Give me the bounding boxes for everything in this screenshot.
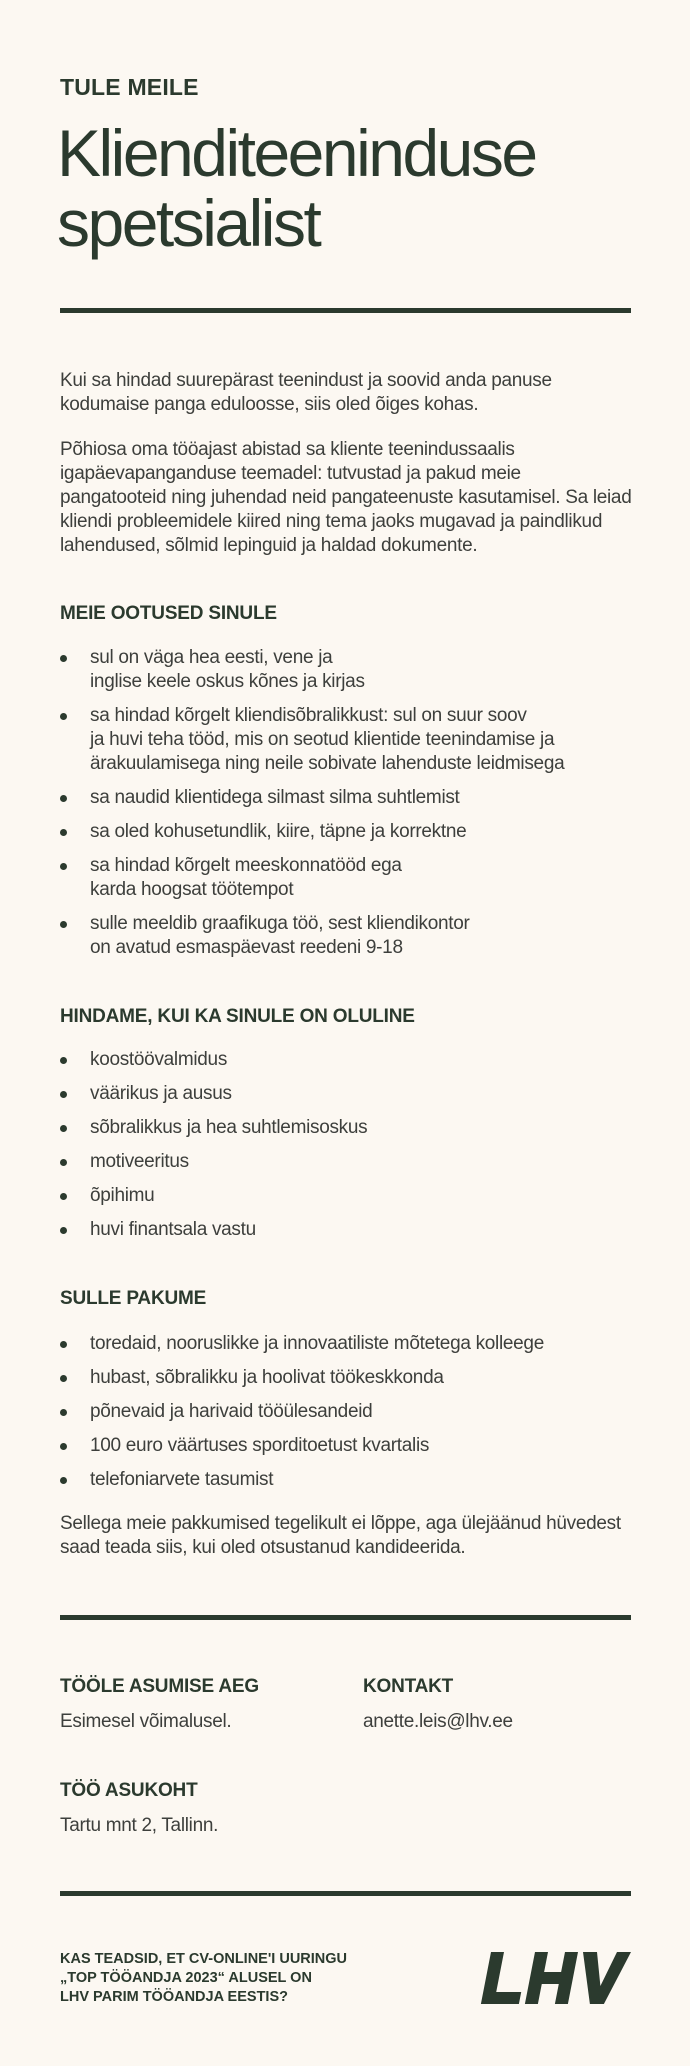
expectation-item xyxy=(60,786,632,810)
title-line-1: Klienditeeninduse xyxy=(57,116,536,190)
value-item xyxy=(60,1218,632,1242)
bullet-icon xyxy=(60,1477,67,1484)
value-item-text: sõbralikkus ja hea suhtlemisoskus xyxy=(90,1117,368,1138)
value-item-text: väärikus ja ausus xyxy=(90,1083,232,1104)
bullet-icon xyxy=(60,1375,67,1382)
offer-list xyxy=(60,1332,632,1492)
offer-closing-paragraph: Sellega meie pakkumised tegelikult ei lõppe, aga ülejäänud hüvedest saad teada siis, kui oled otsustanud kandideerida. xyxy=(60,1513,621,1558)
bullet-icon xyxy=(60,795,67,802)
location-label: TÖÖ ASUKOHT xyxy=(60,1780,198,1801)
expectation-item xyxy=(60,704,632,776)
expectations-heading: MEIE OOTUSED SINULE xyxy=(60,603,277,624)
offer-item xyxy=(60,1332,632,1356)
expectation-item-text: sa hindad kõrgelt kliendisõbralikkust: sul on suur soov ja huvi teha tööd, mis on seotud klientide teenindamise ja ärakuulamisega ning neile sobivate lahenduste leidmisega xyxy=(90,705,565,774)
bullet-icon xyxy=(60,1409,67,1416)
expectation-item-text: sa naudid klientidega silmast silma suhtlemist xyxy=(90,787,460,808)
contact-label: KONTAKT xyxy=(363,1676,454,1697)
offer-item xyxy=(60,1468,632,1492)
expectation-item-text: sul on väga hea eesti, vene ja inglise keele oskus kõnes ja kirjas xyxy=(90,647,365,692)
value-item-text: motiveeritus xyxy=(90,1151,189,1172)
bullet-icon xyxy=(60,1193,67,1200)
divider-top xyxy=(60,308,631,313)
bullet-icon xyxy=(60,829,67,836)
expectation-item-text: sulle meeldib graafikuga töö, sest kliendikontor on avatud esmaspäevast reedeni 9-18 xyxy=(90,913,470,958)
bullet-icon xyxy=(60,921,67,928)
intro-paragraph-1: Kui sa hindad suurepärast teenindust ja soovid anda panuse kodumaise panga eduloosse, siis oled õiges kohas. xyxy=(60,370,552,415)
eyebrow-label: TULE MEILE xyxy=(60,74,199,100)
bullet-icon xyxy=(60,1443,67,1450)
contact-email-link[interactable]: anette.leis@lhv.ee xyxy=(363,1711,513,1732)
value-item-text: huvi finantsala vastu xyxy=(90,1219,256,1240)
expectation-item xyxy=(60,854,632,902)
title-line-2: spetsialist xyxy=(57,186,320,260)
offer-item xyxy=(60,1366,632,1390)
offer-item xyxy=(60,1400,632,1424)
offer-item-text: hubast, sõbralikku ja hoolivat töökeskkonda xyxy=(90,1367,444,1388)
value-item-text: õpihimu xyxy=(90,1185,155,1206)
values-heading: HINDAME, KUI KA SINULE ON OLULINE xyxy=(60,1006,415,1027)
divider-middle xyxy=(60,1615,631,1620)
start-date-value: Esimesel võimalusel. xyxy=(60,1711,232,1732)
bullet-icon xyxy=(60,1341,67,1348)
offer-item-text: toredaid, nooruslikke ja innovaatiliste mõtetega kolleege xyxy=(90,1333,544,1354)
lhv-logo xyxy=(475,1952,631,2004)
values-list xyxy=(60,1048,632,1242)
value-item xyxy=(60,1184,632,1208)
value-item xyxy=(60,1150,632,1174)
bullet-icon xyxy=(60,1091,67,1098)
bullet-icon xyxy=(60,1057,67,1064)
offer-item-text: 100 euro väärtuses sporditoetust kvartalis xyxy=(90,1435,430,1456)
expectations-list xyxy=(60,646,632,960)
page-title xyxy=(57,118,657,258)
bullet-icon xyxy=(60,863,67,870)
expectation-item xyxy=(60,820,632,844)
value-item xyxy=(60,1082,632,1106)
expectation-item-text: sa oled kohusetundlik, kiire, täpne ja korrektne xyxy=(90,821,467,842)
offer-item xyxy=(60,1434,632,1458)
expectation-item-text: sa hindad kõrgelt meeskonnatööd ega karda hoogsat töötempot xyxy=(90,855,402,900)
value-item xyxy=(60,1048,632,1072)
bullet-icon xyxy=(60,655,67,662)
expectation-item xyxy=(60,646,632,694)
location-value: Tartu mnt 2, Tallinn. xyxy=(60,1815,219,1836)
bullet-icon xyxy=(60,1227,67,1234)
bullet-icon xyxy=(60,713,67,720)
value-item xyxy=(60,1116,632,1140)
offer-item-text: põnevaid ja harivaid tööülesandeid xyxy=(90,1401,373,1422)
value-item-text: koostöövalmidus xyxy=(90,1049,228,1070)
bullet-icon xyxy=(60,1159,67,1166)
footer-note: KAS TEADSID, ET CV-ONLINE'I UURINGU „TOP TÖÖANDJA 2023“ ALUSEL ON LHV PARIM TÖÖANDJA EESTIS? xyxy=(60,1951,348,2005)
divider-bottom xyxy=(60,1891,631,1896)
offer-item-text: telefoniarvete tasumist xyxy=(90,1469,274,1490)
start-date-label: TÖÖLE ASUMISE AEG xyxy=(60,1676,259,1697)
intro-paragraph-2: Põhiosa oma tööajast abistad sa kliente teenindussaalis igapäevapanganduse teemadel: tutvustad ja pakud meie pangatooteid ning juhendad neid pangateenuste kasutamisel. Sa leiad kliendi probleemidele kiired ning tema jaoks mugavad ja paindlikud lahendused, sõlmid lepinguid ja haldad dokumente. xyxy=(60,439,632,556)
expectation-item xyxy=(60,912,632,960)
bullet-icon xyxy=(60,1125,67,1132)
offer-heading: SULLE PAKUME xyxy=(60,1288,207,1309)
